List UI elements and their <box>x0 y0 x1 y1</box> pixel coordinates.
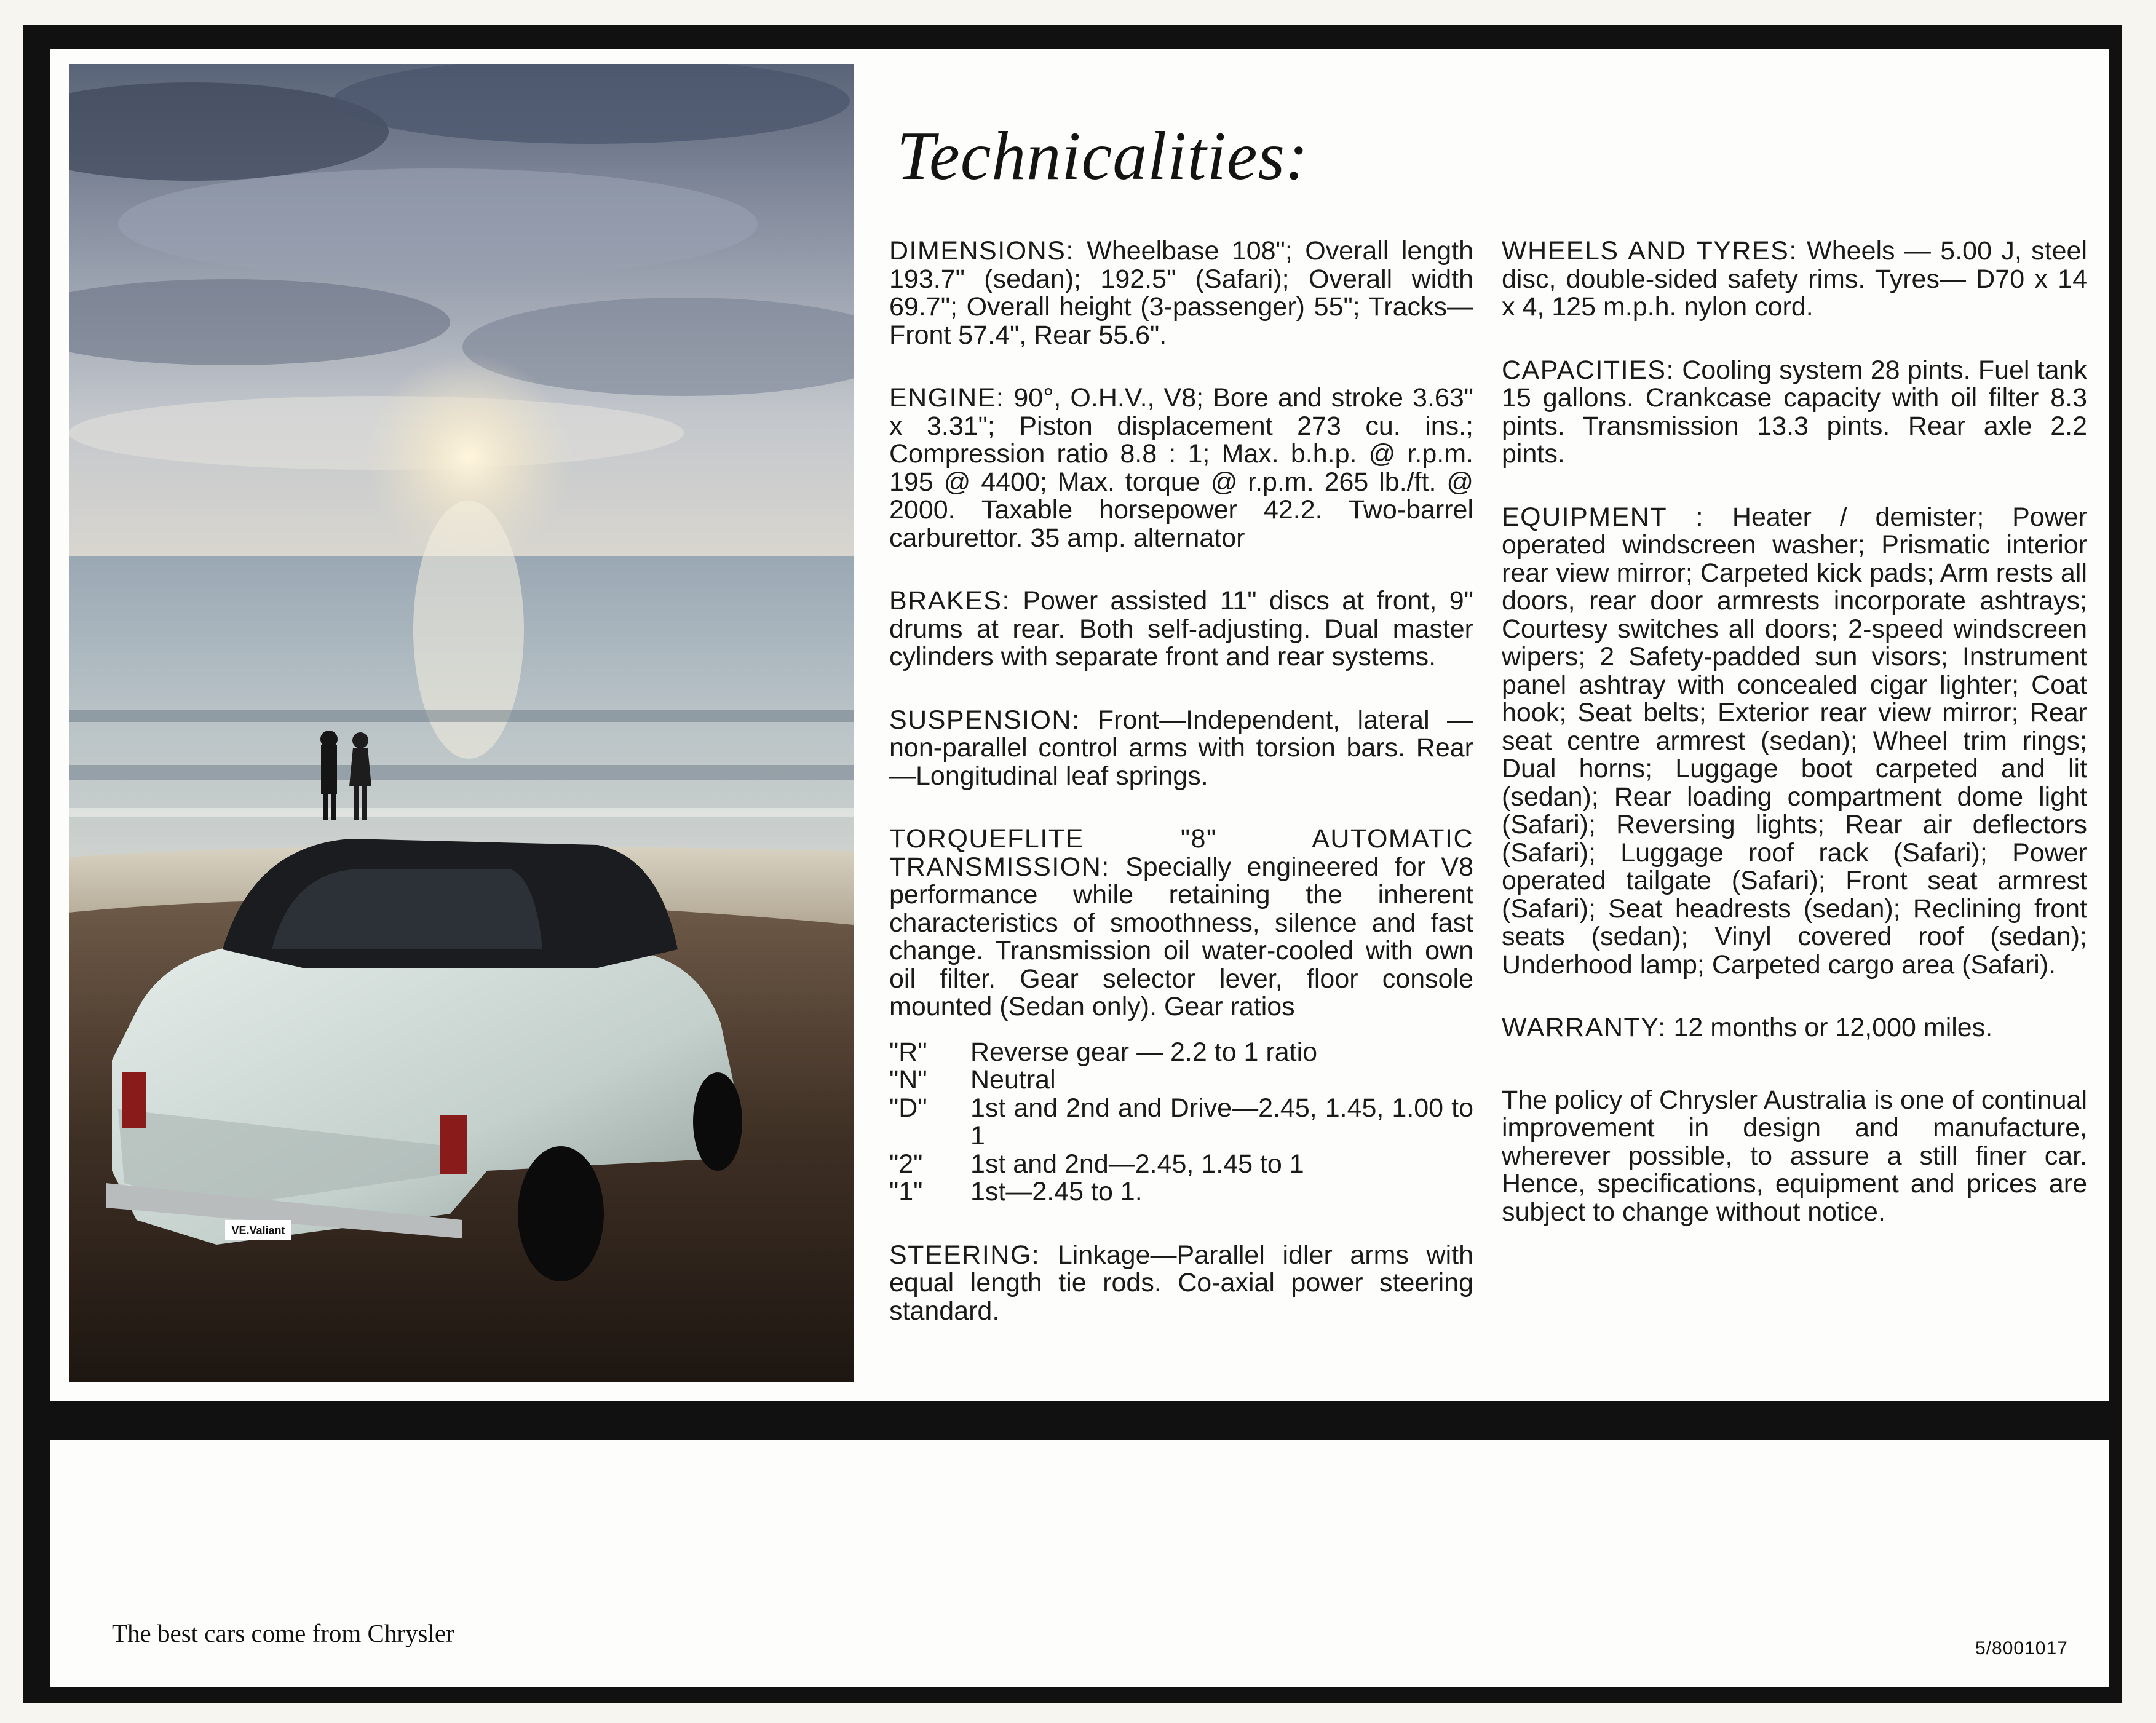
spec-label: BRAKES: <box>889 586 1010 616</box>
spec-engine <box>889 384 1473 552</box>
gear-ratio-row <box>889 1178 1473 1206</box>
spec-text: 90°, O.H.V., V8; Bore and stroke 3.63" x 3.31"; Piston displacement 273 cu. ins.; Compression ratio 8.8 : 1; Max. b.h.p. @ r.p.m. 195 @ 4400; Max. torque @ r.p.m. 265 lb./ft. @ 2000. Taxable horsepower 42.2. Two-barrel carburettor. 35 amp. alternator <box>889 383 1473 553</box>
spec-label: ENGINE: <box>889 383 1005 413</box>
gear-code: "D" <box>889 1093 927 1123</box>
gear-ratio-row <box>889 1066 1473 1095</box>
spec-text: 12 months or 12,000 miles. <box>1673 1013 1993 1042</box>
spec-wheels <box>1502 237 2087 322</box>
spec-label: TORQUEFLITE "8" AUTOMATIC TRANSMISSION: <box>889 824 1473 882</box>
gear-ratio-row <box>889 1039 1473 1067</box>
spec-text: Front—Independent, lateral —non-parallel control arms with torsion bars. Rear—Longitudinal leaf springs. <box>889 705 1473 791</box>
page-title: Technicalities: <box>897 118 1309 194</box>
policy-notice: The policy of Chrysler Australia is one of continual improvement in design and manufacture, wherever possible, to assure a still finer car. Hence, specifications, equipment and prices are subject to change without notice. <box>1502 1085 2087 1227</box>
spec-label: WHEELS AND TYRES: <box>1502 236 1797 266</box>
spec-label: SUSPENSION: <box>889 705 1080 735</box>
spec-text: Power assisted 11" discs at front, 9" drums at rear. Both self-adjusting. Dual master cylinders with separate front and rear systems. <box>889 586 1473 671</box>
spec-column-right <box>1502 237 2087 1261</box>
gear-desc: 1st and 2nd and Drive—2.45, 1.45, 1.00 to 1 <box>970 1093 1473 1151</box>
spec-column-left <box>889 237 1473 1360</box>
number-plate: VE.Valiant <box>231 1224 285 1237</box>
spec-text: Specially engineered for V8 performance while retaining the inherent characteristics of smoothness, silence and fast change. Transmission oil water-cooled with own oil filter. Gear selector lever, floor console mounted (Sedan only). Gear ratios <box>889 852 1473 1021</box>
spec-label: CAPACITIES: <box>1502 355 1674 385</box>
spec-equipment <box>1502 504 2087 980</box>
gear-ratio-list <box>889 1039 1473 1206</box>
beach-car-photo <box>69 64 854 1382</box>
gear-code: "R" <box>889 1037 927 1067</box>
footer-slogan: The best cars come from Chrysler <box>112 1619 454 1647</box>
spec-warranty <box>1502 1014 2087 1042</box>
spec-suspension <box>889 707 1473 791</box>
spec-transmission <box>889 825 1473 1021</box>
spec-label: EQUIPMENT : <box>1502 502 1705 532</box>
spec-label: DIMENSIONS: <box>889 236 1074 266</box>
spec-capacities <box>1502 357 2087 469</box>
spec-text: Linkage—Parallel idler arms with equal length tie rods. Co-axial power steering standard. <box>889 1240 1473 1326</box>
gear-code: "N" <box>889 1065 927 1095</box>
footer-panel <box>50 1440 2109 1687</box>
gear-desc: Neutral <box>970 1065 1056 1095</box>
gear-code: "1" <box>889 1177 923 1206</box>
gear-desc: 1st—2.45 to 1. <box>970 1177 1143 1206</box>
spec-brakes <box>889 587 1473 671</box>
spec-steering <box>889 1242 1473 1326</box>
spec-dimensions <box>889 237 1473 349</box>
spec-label: WARRANTY: <box>1502 1013 1667 1042</box>
spec-label: STEERING: <box>889 1240 1040 1270</box>
spec-text: Wheelbase 108"; Overall length 193.7" (sedan); 192.5" (Safari); Overall width 69.7"; Overall height (3-passenger) 55"; Tracks—Front 57.4", Rear 55.6". <box>889 236 1473 350</box>
spec-text: Cooling system 28 pints. Fuel tank 15 gallons. Crankcase capacity with oil filter 8.3 pints. Transmission 13.3 pints. Rear axle 2.2 pints. <box>1502 355 2088 469</box>
gear-code: "2" <box>889 1149 923 1179</box>
gear-ratio-row <box>889 1151 1473 1179</box>
spec-text: Heater / demister; Power operated windscreen washer; Prismatic interior rear view mirror; Carpeted kick pads; Arm rests all doors, rear door armrests incorporate ashtrays; Courtesy switches all doors; 2-speed windscreen wipers; 2 Safety-padded sun visors; Instrument panel ashtray with concealed cigar lighter; Coat hook; Seat belts; Exterior rear view mirror; Rear seat centre armrest (sedan); Wheel trim rings; Dual horns; Luggage boot carpeted and lit (sedan); Rear loading compartment dome light (Safari); Reversing lights; Rear air deflectors (Safari); Luggage roof rack (Safari); Power operated tailgate (Safari); Front seat armrest (Safari); Seat headrests (sedan); Reclining front seats (sedan); Vinyl covered roof (sedan); Underhood lamp; Carpeted cargo area (Safari). <box>1502 502 2087 980</box>
gear-ratio-row <box>889 1095 1473 1151</box>
gear-desc: Reverse gear — 2.2 to 1 ratio <box>970 1037 1318 1067</box>
gear-desc: 1st and 2nd—2.45, 1.45 to 1 <box>970 1149 1304 1179</box>
catalogue-code: 5/8001017 <box>1975 1638 2068 1658</box>
spec-text: Wheels — 5.00 J, steel disc, double-sided safety rims. Tyres— D70 x 14 x 4, 125 m.p.h. nylon cord. <box>1502 236 2088 322</box>
